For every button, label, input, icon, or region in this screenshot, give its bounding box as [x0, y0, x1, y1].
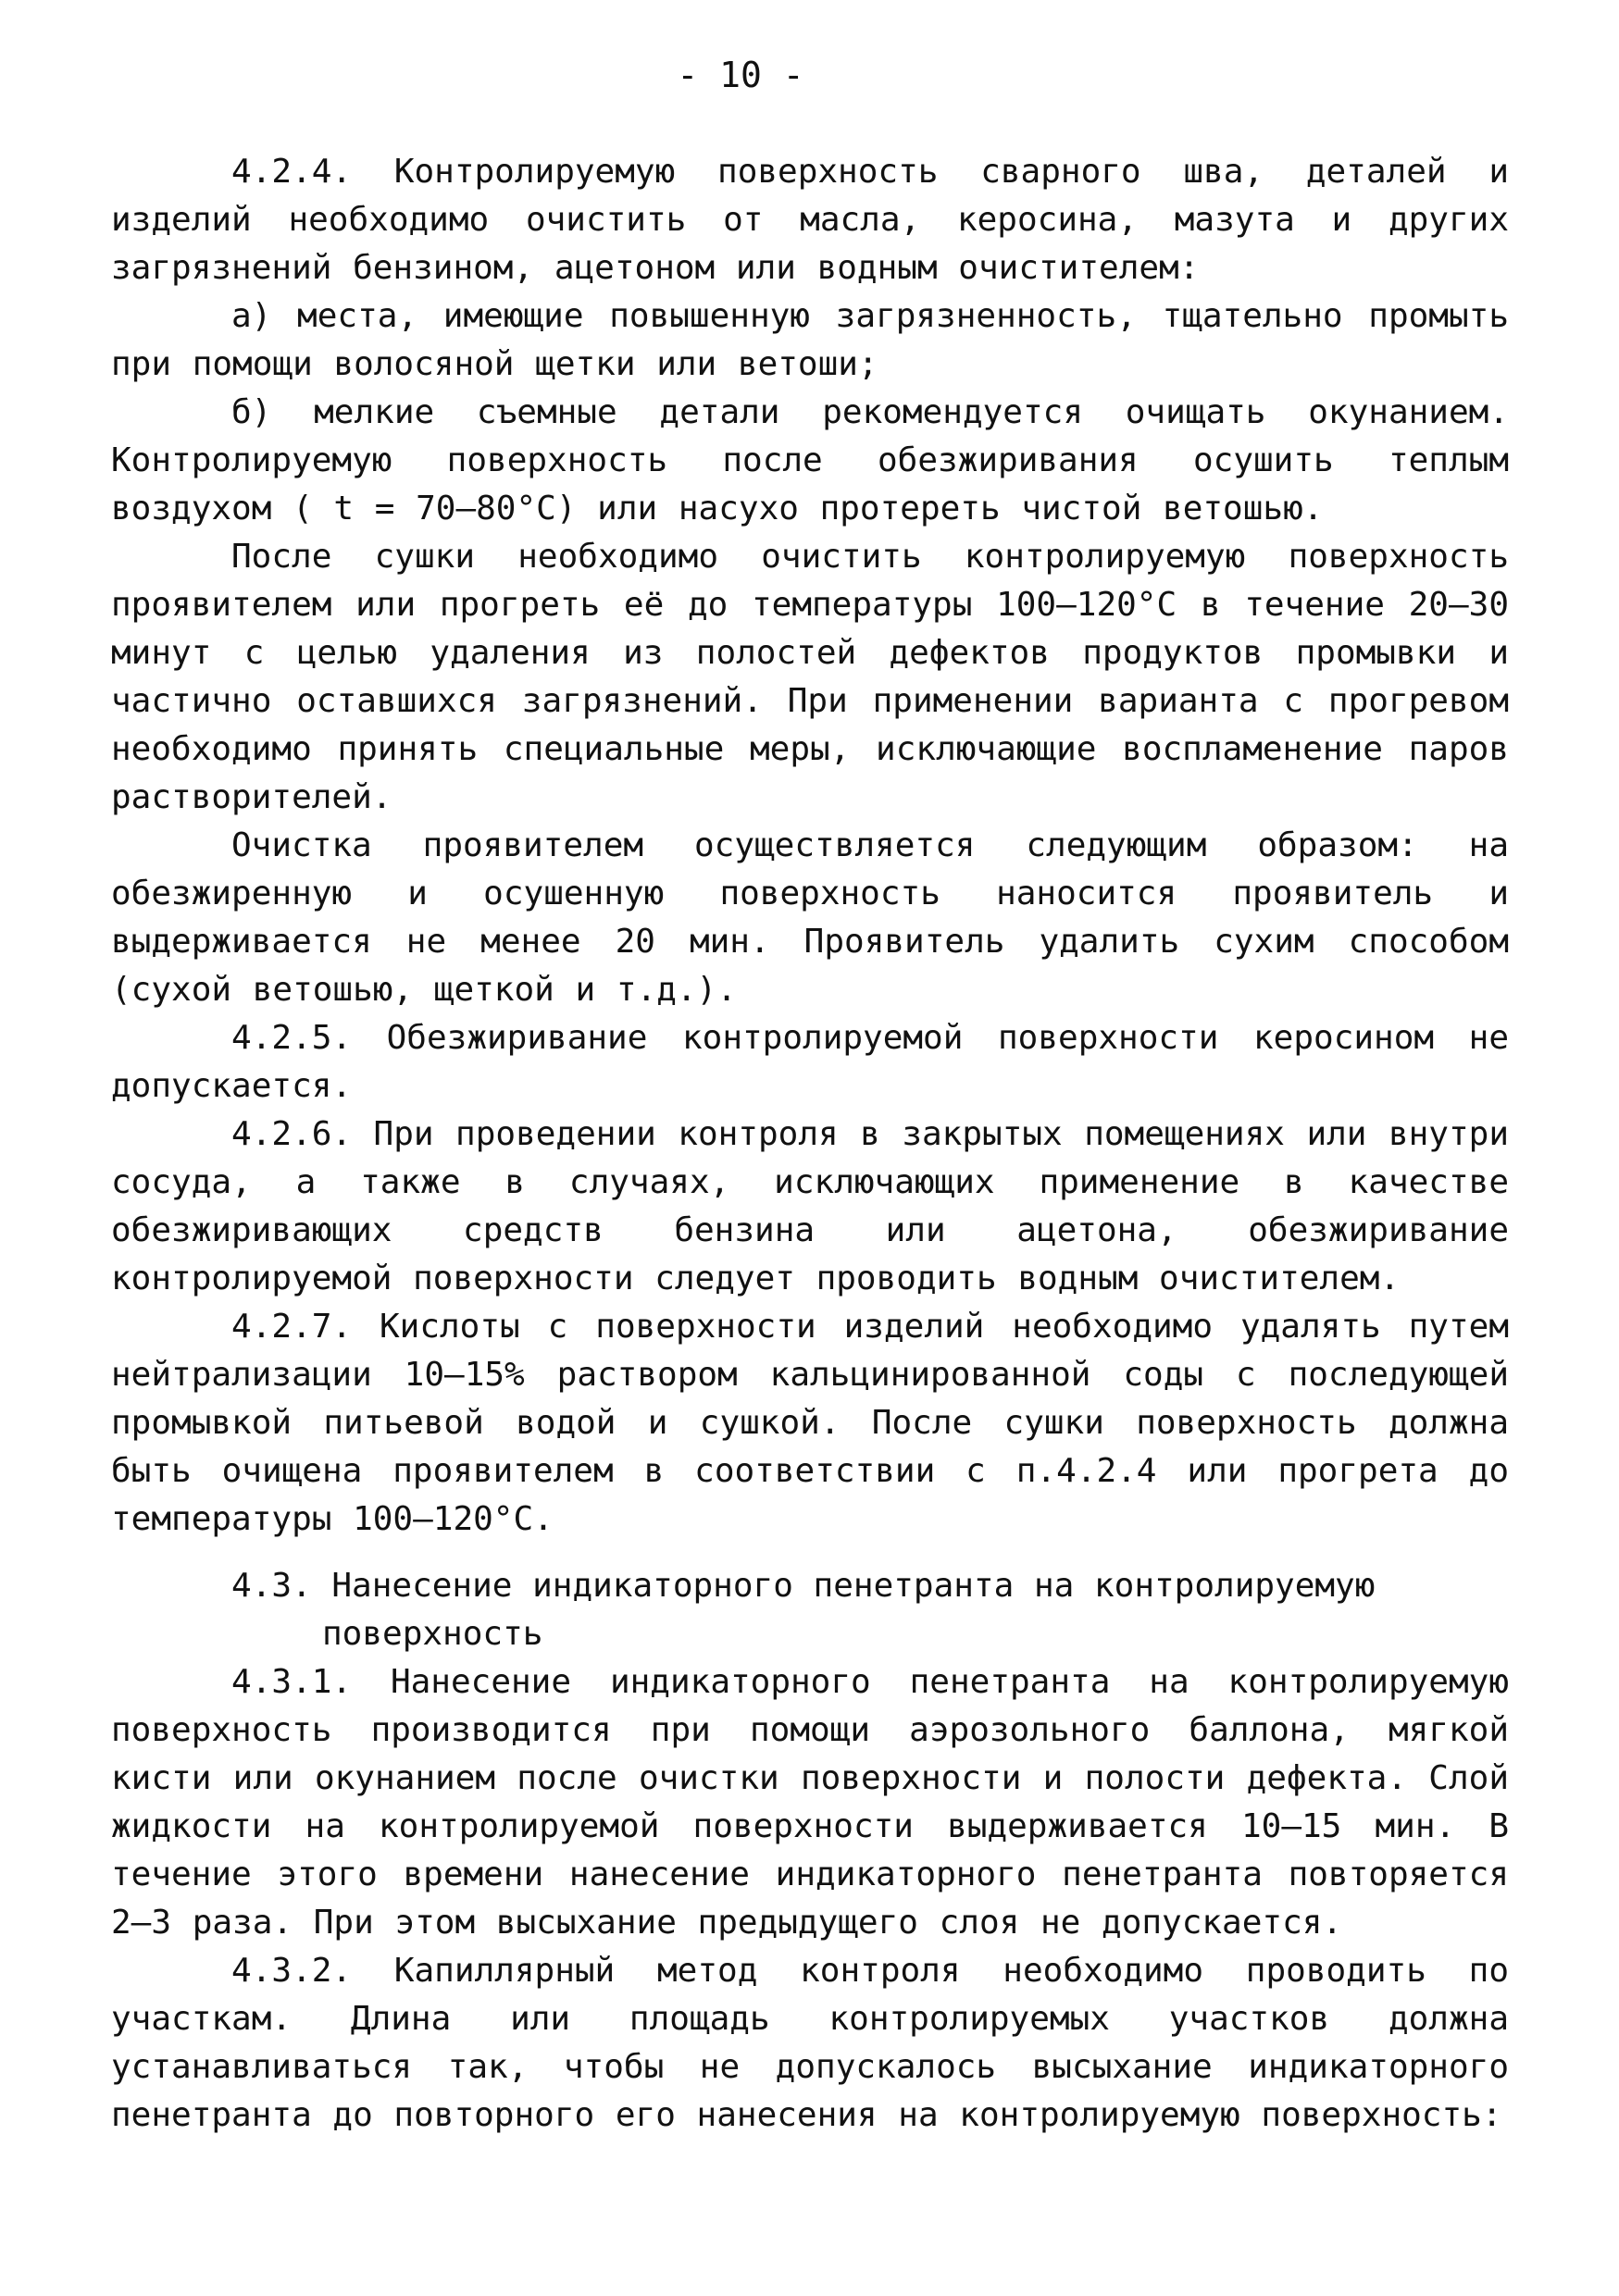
paragraph-4-2-7: 4.2.7. Кислоты с поверхности изделий необходимо удалять путем нейтрализации 10–15% раствором кальцинированной соды с последующей промывкой питьевой водой и сушкой. После сушки поверхность должна быть очищена проявителем в соответствии с п.4.2.4 или прогрета до температуры 100–120°С. [111, 1308, 1509, 1538]
section-heading-4-3 [111, 1562, 1509, 1658]
paragraph-4-3-1: 4.3.1. Нанесение индикаторного пенетранта на контролируемую поверхность производится при помощи аэрозольного баллона, мягкой кисти или окунанием после очистки поверхности и полости дефекта. Слой жидкости на контролируемой поверхности выдерживается 10–15 мин. В течение этого времени нанесение индикаторного пенетранта повторяется 2–3 раза. При этом высыхание предыдущего слоя не допускается. [111, 1663, 1509, 1942]
paragraph-4-2-4: 4.2.4. Контролируемую поверхность сварного шва, деталей и изделий необходимо очистить от масла, керосина, мазута и других загрязнений бензином, ацетоном или водным очистителем: [111, 153, 1509, 287]
page-number: - 10 - [677, 55, 804, 95]
section-heading-line-2: поверхность [322, 1615, 543, 1653]
section-heading-line-1: 4.3. Нанесение индикаторного пенетранта на контролируемую [231, 1567, 1376, 1605]
paragraph-4-2-6: 4.2.6. При проведении контроля в закрытых помещениях или внутри сосуда, а также в случаях, исключающих применение в качестве обезжиривающих средств бензина или ацетона, обезжиривание контролируемой поверхности следует проводить водным очистителем. [111, 1115, 1509, 1297]
list-item-b: б) мелкие съемные детали рекомендуется очищать окунанием. Контролируемую поверхность после обезжиривания осушить теплым воздухом ( t = 70–80°С) или насухо протереть чистой ветошью. [111, 393, 1509, 527]
paragraph-developer-cleaning: Очистка проявителем осуществляется следующим образом: на обезжиренную и осушенную поверхность наносится проявитель и выдерживается не менее 20 мин. Проявитель удалить сухим способом (сухой ветошью, щеткой и т.д.). [111, 826, 1509, 1009]
paragraph-4-2-5: 4.2.5. Обезжиривание контролируемой поверхности керосином не допускается. [111, 1019, 1509, 1105]
document-body [111, 148, 1509, 2140]
paragraph-drying: После сушки необходимо очистить контролируемую поверхность проявителем или прогреть её до температуры 100–120°С в течение 20–30 минут с целью удаления из полостей дефектов продуктов промывки и частично оставшихся загрязнений. При применении варианта с прогревом необходимо принять специальные меры, исключающие воспламенение паров растворителей. [111, 538, 1509, 816]
paragraph-4-3-2: 4.3.2. Капиллярный метод контроля необходимо проводить по участкам. Длина или площадь контролируемых участков должна устанавливаться так, чтобы не допускалось высыхание индикаторного пенетранта до повторного его нанесения на контролируемую поверхность: [111, 1952, 1509, 2134]
list-item-a: а) места, имеющие повышенную загрязненность, тщательно промыть при помощи волосяной щетки или ветоши; [111, 297, 1509, 383]
